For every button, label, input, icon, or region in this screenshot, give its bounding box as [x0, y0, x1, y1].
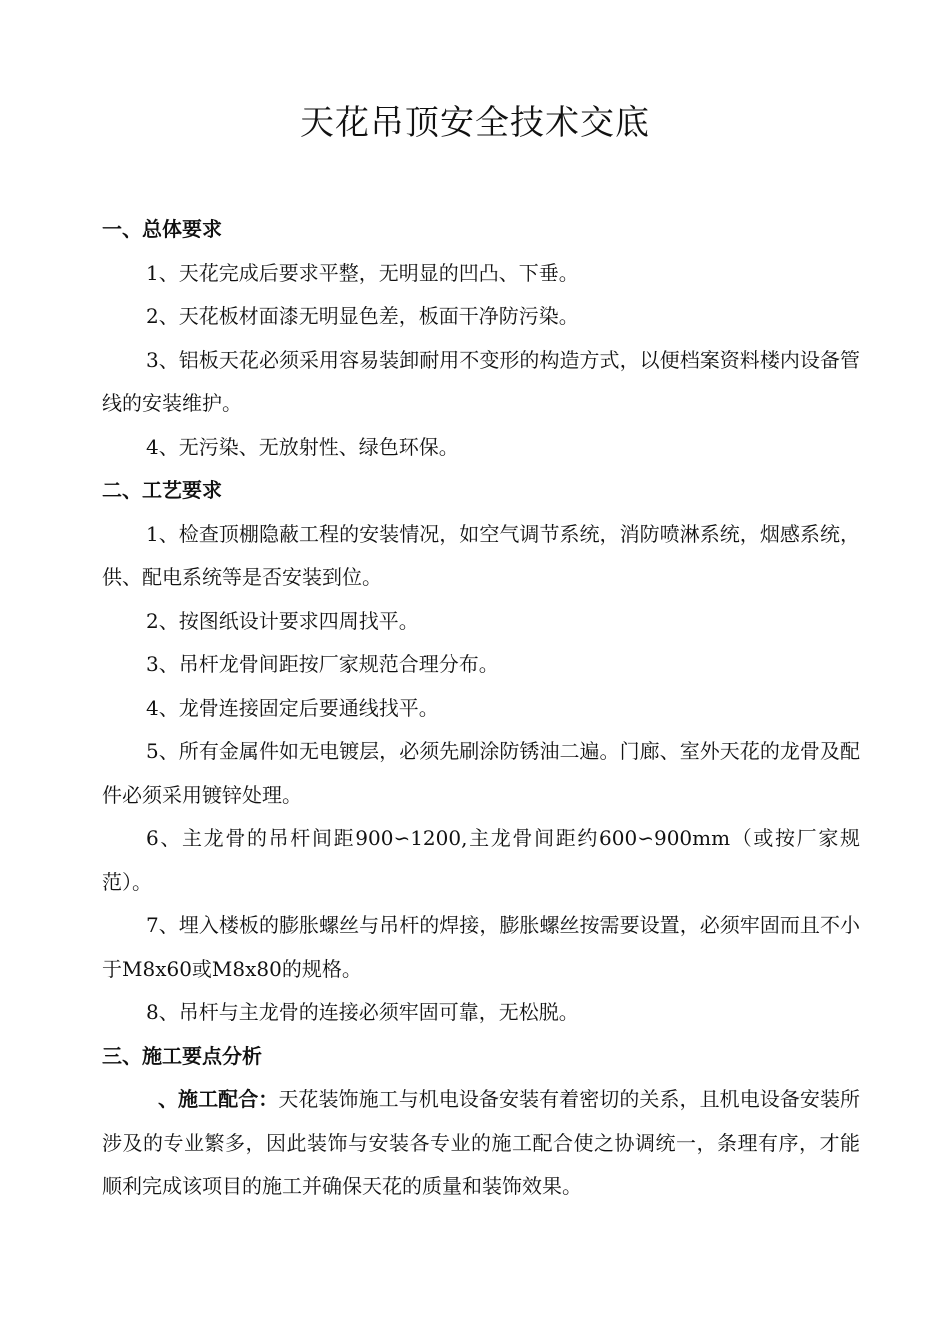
general-requirement-item: 3、铝板天花必须采用容易装卸耐用不变形的构造方式，以便档案资料楼内设备管线的安装维护。 — [102, 347, 860, 415]
section-heading-process-requirements: 二、工艺要求 — [102, 478, 222, 502]
document-body — [102, 208, 860, 1209]
process-requirement-item: 5、所有金属件如无电镀层，必须先刷涂防锈油二遍。门廊、室外天花的龙骨及配件必须采用镀锌处理。 — [102, 739, 860, 807]
construction-analysis-paragraph — [102, 1078, 860, 1209]
general-requirement-item: 4、无污染、无放射性、绿色环保。 — [146, 434, 459, 459]
general-requirement-item: 1、天花完成后要求平整，无明显的凹凸、下垂。 — [146, 260, 579, 285]
process-requirement-item: 1、检查顶棚隐蔽工程的安装情况，如空气调节系统，消防喷淋系统，烟感系统，供、配电系统等是否安装到位。 — [102, 521, 860, 589]
process-requirement-item: 2、按图纸设计要求四周找平。 — [146, 608, 419, 633]
document-title: 天花吊顶安全技术交底 — [300, 103, 650, 143]
process-requirement-item: 4、龙骨连接固定后要通线找平。 — [146, 695, 439, 720]
section-heading-construction-analysis: 三、施工要点分析 — [102, 1043, 262, 1068]
section-heading-general-requirements: 一、总体要求 — [102, 217, 222, 241]
process-requirement-item: 7、埋入楼板的膨胀螺丝与吊杆的焊接，膨胀螺丝按需要设置，必须牢固而且不小于M8x60或M8x80的规格。 — [102, 913, 860, 981]
process-requirement-item: 6、主龙骨的吊杆间距900∽1200,主龙骨间距约600∽900mm（或按厂家规范）。 — [102, 826, 860, 894]
construction-coordination-lead: 、施工配合： — [158, 1087, 279, 1111]
process-requirement-item: 8、吊杆与主龙骨的连接必须牢固可靠，无松脱。 — [146, 1000, 579, 1024]
process-requirement-item: 3、吊杆龙骨间距按厂家规范合理分布。 — [146, 652, 499, 676]
construction-coordination-text: 天花装饰施工与机电设备安装有着密切的关系，且机电设备安装所涉及的专业繁多，因此装饰与安装各专业的施工配合使之协调统一，条理有序，才能顺利完成该项目的施工并确保天花的质量和装饰效果。 — [102, 1087, 861, 1198]
general-requirement-item: 2、天花板材面漆无明显色差，板面干净防污染。 — [146, 304, 579, 328]
